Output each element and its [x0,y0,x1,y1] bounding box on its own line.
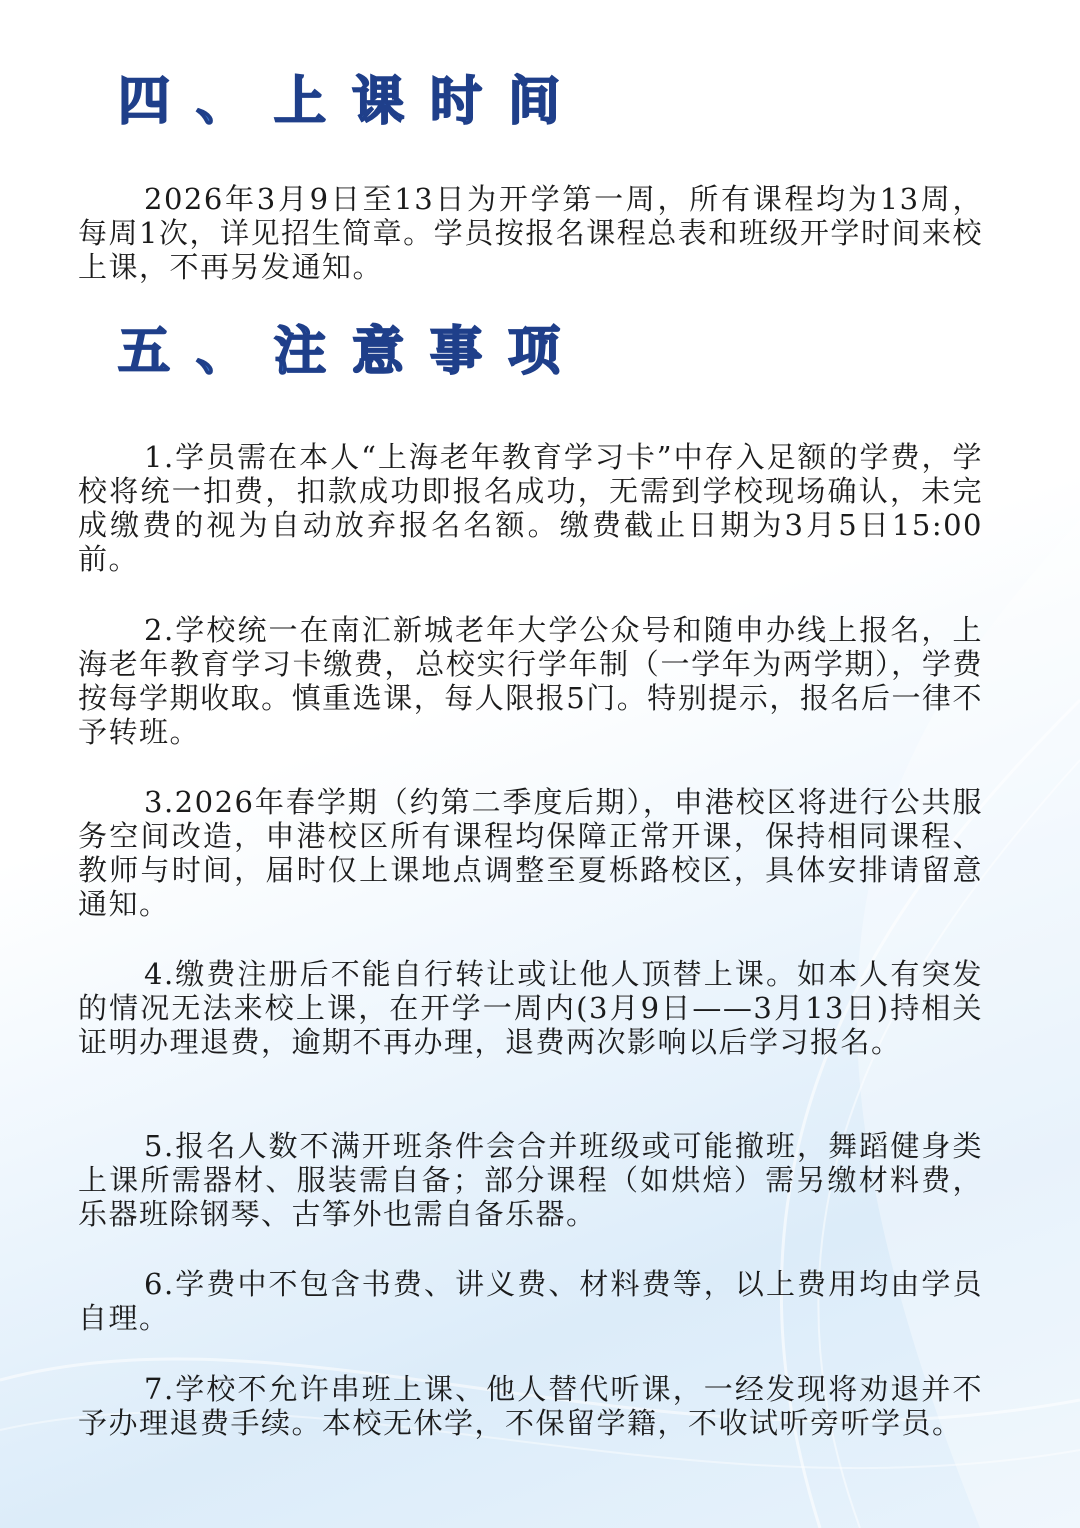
note-item-1: 1.学员需在本人“上海老年教育学习卡”中存入足额的学费，学校将统一扣费，扣款成功即报名成功，无需到学校现场确认，未完成缴费的视为自动放弃报名名额。缴费截止日期为3月5日15:00前。 [78,440,983,576]
note-item-4: 4.缴费注册后不能自行转让或让他人顶替上课。如本人有突发的情况无法来校上课，在开学一周内(3月9日——3月13日)持相关证明办理退费，逾期不再办理，退费两次影响以后学习报名。 [78,957,983,1059]
note-item-5: 5.报名人数不满开班条件会合并班级或可能撤班，舞蹈健身类上课所需器材、服装需自备；部分课程（如烘焙）需另缴材料费，乐器班除钢琴、古筝外也需自备乐器。 [78,1129,983,1231]
note-item-2: 2.学校统一在南汇新城老年大学公众号和随申办线上报名，上海老年教育学习卡缴费，总校实行学年制（一学年为两学期），学费按每学期收取。慎重选课，每人限报5门。特别提示，报名后一律不予转班。 [78,613,983,749]
class-time-paragraph: 2026年3月9日至13日为开学第一周，所有课程均为13周，每周1次，详见招生简章。学员按报名课程总表和班级开学时间来校上课，不再另发通知。 [78,182,983,284]
note-item-6: 6.学费中不包含书费、讲义费、材料费等，以上费用均由学员自理。 [78,1267,983,1335]
note-item-7: 7.学校不允许串班上课、他人替代听课，一经发现将劝退并不予办理退费手续。本校无休学，不保留学籍，不收试听旁听学员。 [78,1372,983,1440]
note-item-3: 3.2026年春学期（约第二季度后期），申港校区将进行公共服务空间改造，申港校区所有课程均保障正常开课，保持相同课程、教师与时间，届时仅上课地点调整至夏栎路校区，具体安排请留意通知。 [78,785,983,921]
section-title-notes: 五、注意事项 [118,322,587,382]
section-title-class-time: 四、上课时间 [118,72,587,132]
